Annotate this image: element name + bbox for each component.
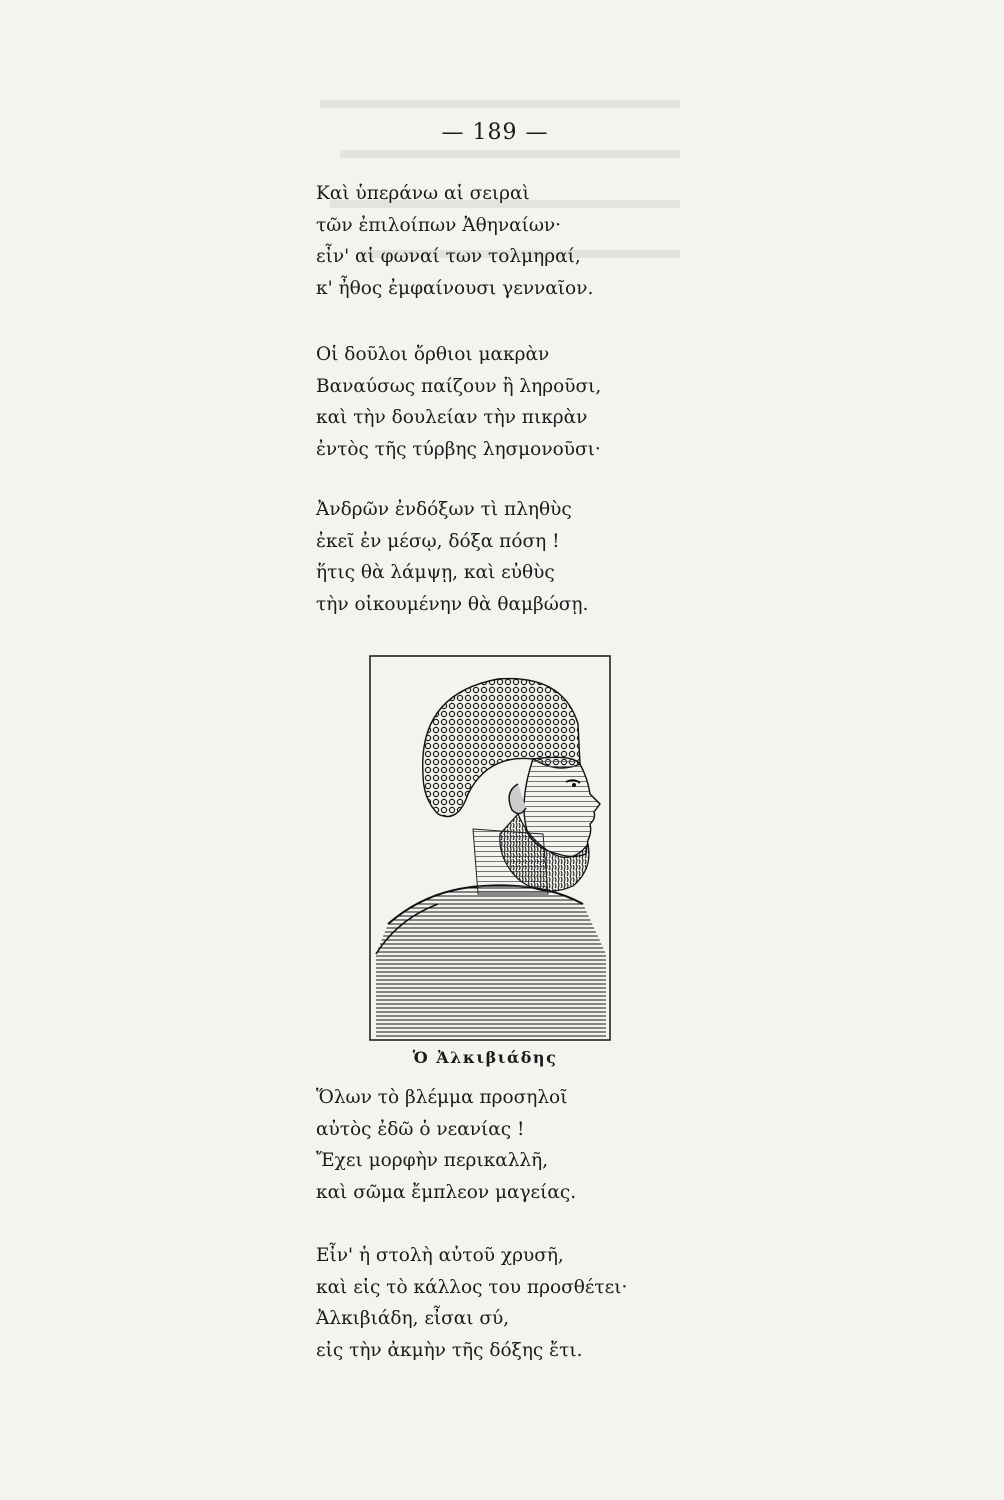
verse-line: καὶ εἰς τὸ κάλλος του προσθέτει· xyxy=(316,1276,628,1298)
portrait-caption: Ὁ Ἀλκιβιάδης xyxy=(412,1048,558,1067)
verse-line: Ἀνδρῶν ἐνδόξων τὶ πληθὺς xyxy=(316,499,572,520)
portrait-bust-icon xyxy=(368,654,614,1044)
verse-line: Εἶν' ἡ στολὴ αὐτοῦ χρυσῆ, xyxy=(316,1245,564,1266)
verse-line: τῶν ἐπιλοίπων Ἀθηναίων· xyxy=(316,214,562,236)
verse-line: Καὶ ὑπεράνω αἱ σειραὶ xyxy=(316,183,530,204)
stanza-3 xyxy=(316,494,588,620)
verse-line: καὶ τὴν δουλείαν τὴν πικρὰν xyxy=(316,407,588,428)
verse-line: ἥτις θὰ λάμψῃ, καὶ εὐθὺς xyxy=(316,562,555,583)
stanza-4 xyxy=(316,1082,576,1208)
verse-line: ἐκεῖ ἐν μέσῳ, δόξα πόση ! xyxy=(316,530,560,552)
page-number: — 189 — xyxy=(441,120,549,145)
verse-line: κ' ἦθος ἐμφαίνουσι γενναῖον. xyxy=(316,277,594,299)
verse-line: εἶν' αἱ φωναί των τολμηραί, xyxy=(316,246,581,267)
portrait-figure xyxy=(368,654,614,1044)
verse-line: Ὅλων τὸ βλέμμα προσηλοῖ xyxy=(316,1087,568,1108)
verse-line: εἰς τὴν ἀκμὴν τῆς δόξης ἔτι. xyxy=(316,1339,583,1361)
stanza-2 xyxy=(316,339,601,465)
verse-line: καὶ σῶμα ἔμπλεον μαγείας. xyxy=(316,1181,577,1203)
verse-line: Ἀλκιβιάδη, εἶσαι σύ, xyxy=(316,1308,510,1329)
verse-line: Ἔχει μορφὴν περικαλλῆ, xyxy=(316,1150,549,1171)
verse-line: αὐτὸς ἐδῶ ὁ νεανίας ! xyxy=(316,1118,525,1140)
verse-line: τὴν οἰκουμένην θὰ θαμβώσῃ. xyxy=(316,593,589,615)
verse-line: Βαναύσως παίζουν ἢ ληροῦσι, xyxy=(316,375,602,397)
verse-line: ἐντὸς τῆς τύρβης λησμονοῦσι· xyxy=(316,438,601,460)
stanza-1 xyxy=(316,178,593,304)
verse-line: Οἱ δοῦλοι ὄρθιοι μακρὰν xyxy=(316,344,550,365)
stanza-5 xyxy=(316,1240,627,1366)
